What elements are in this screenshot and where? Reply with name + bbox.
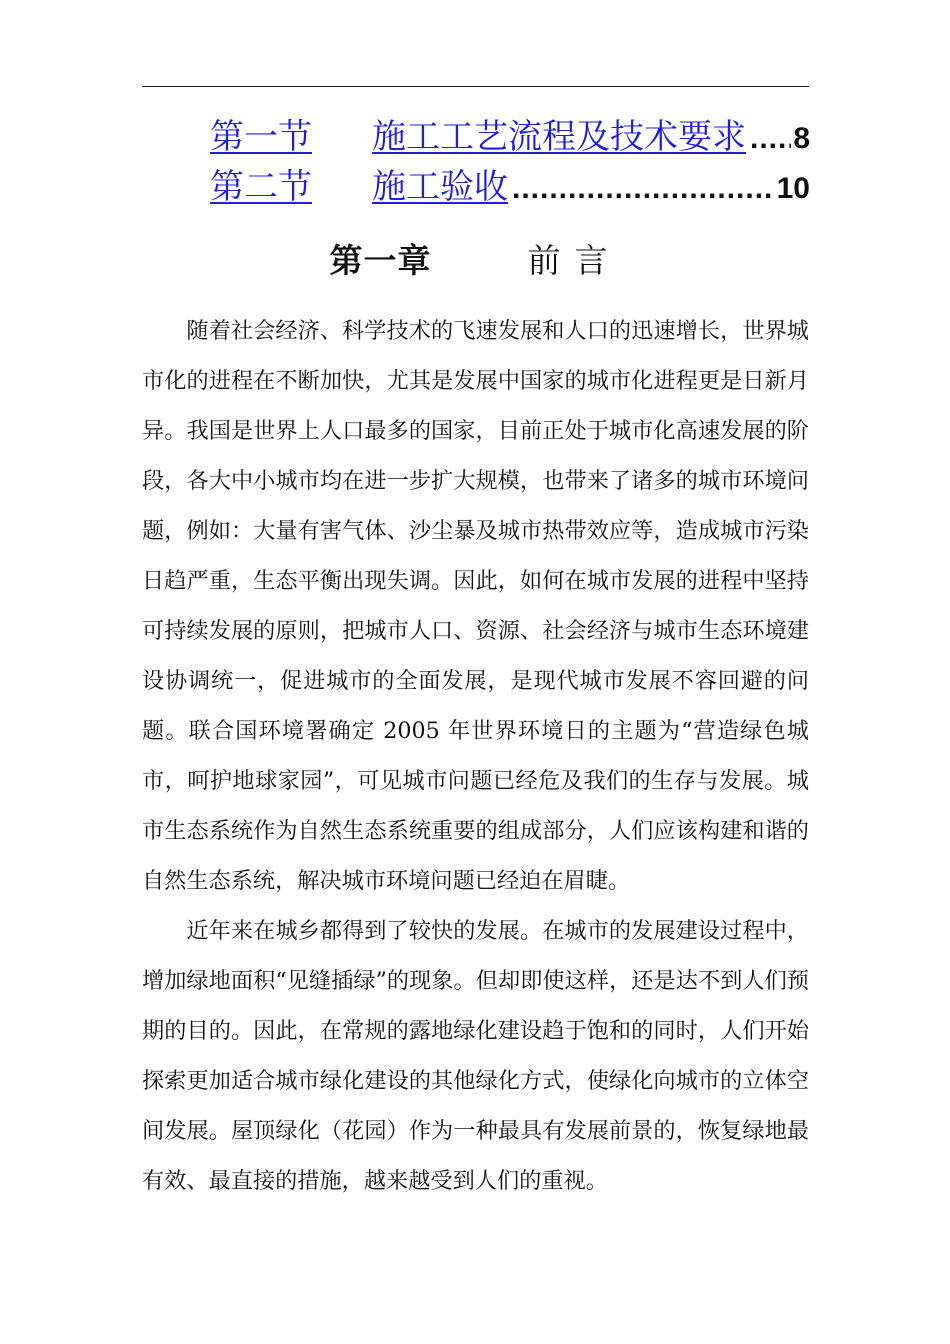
toc-section-title: 施工工艺流程及技术要求 (372, 117, 746, 157)
body-paragraph: 近年来在城乡都得到了较快的发展。在城市的发展建设过程中，增加绿地面积“见缝插绿”的现象。但却即使这样，还是达不到人们预期的目的。因此，在常规的露地绿化建设趋于饱和的同时，人们开始探索更加适合城市绿化建设的其他绿化方式，使绿化向城市的立体空间发展。屋顶绿化（花园）作为一种最具有发展前景的，恢复绿地最有效、最直接的措施，越来越受到人们的重视。 (142, 918, 809, 1194)
chapter-number: 第一章 (329, 241, 432, 280)
chapter-heading (142, 238, 809, 284)
toc-page-number: 10 (776, 172, 810, 205)
header-rule (142, 86, 809, 87)
toc-link-section-1[interactable] (210, 112, 746, 162)
toc-entry (210, 112, 810, 162)
toc-leader-dots (508, 164, 775, 214)
toc-link-section-2[interactable] (210, 162, 508, 212)
toc-section-number: 第二节 (210, 167, 312, 207)
toc-entry (210, 162, 810, 212)
body-paragraph: 随着社会经济、科学技术的飞速发展和人口的迅速增长，世界城市化的进程在不断加快，尤其是发展中国家的城市化进程更是日新月异。我国是世界上人口最多的国家，目前正处于城市化高速发展的阶段，各大中小城市均在进一步扩大规模，也带来了诸多的城市环境问题，例如：大量有害气体、沙尘暴及城市热带效应等，造成城市污染日趋严重，生态平衡出现失调。因此，如何在城市发展的进程中坚持可持续发展的原则，把城市人口、资源、社会经济与城市生态环境建设协调统一，促进城市的全面发展，是现代城市发展不容回避的问题。联合国环境署确定 2005 年世界环境日的主题为“营造绿色城市，呵护地球家园”，可见城市问题已经危及我们的生存与发展。城市生态系统作为自然生态系统重要的组成部分，人们应该构建和谐的自然生态系统，解决城市环境问题已经迫在眉睫。 (142, 318, 809, 894)
chapter-title: 前言 (527, 241, 622, 280)
toc-page-number: 8 (793, 122, 810, 155)
toc-section-title: 施工验收 (372, 167, 508, 207)
toc-leader-dots (746, 114, 791, 164)
table-of-contents (210, 112, 810, 212)
toc-section-number: 第一节 (210, 117, 312, 157)
chapter-body (142, 306, 809, 1206)
